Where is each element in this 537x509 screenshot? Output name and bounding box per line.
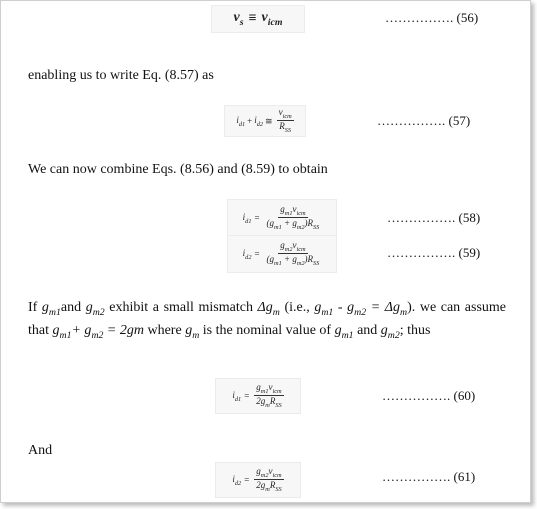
eq59-lhs: $i_{d2}$ <box>242 247 252 261</box>
paragraph-enabling: enabling us to write Eq. (8.57) as <box>28 68 214 83</box>
eq58-fraction: $\frac{g_{m1}v_{icm}}{(g_{m1} + g_{m2})R_{SS}}$ <box>266 203 320 231</box>
paragraph-combine: We can now combine Eqs. (8.56) and (8.59) to obtain <box>28 162 328 177</box>
eq61-fraction: $\frac{g_{m2}v_{icm}}{2g_mR_{SS}}$ <box>256 465 282 493</box>
equation-number-58: ……………. (58) <box>387 210 481 225</box>
eq59-op: = <box>254 249 260 259</box>
eq57-fraction: $\frac{v_{icm}}{R_{SS}}$ <box>278 106 292 134</box>
eq56-lhs: $v_s$ <box>233 10 244 28</box>
paragraph-mismatch: If $g_{m1}and$ $g_{m2}$ exhibit a small mismatch $\Delta g_m$ (i.e., $g_{m1} - g_{m2} = \Delta g_m$). we can assume that $g_{m1}+ g_{m2} = 2gm$ where $g_m$ is the nominal value of $g_{m1}$ and $g_{m2}$; thus <box>28 300 506 341</box>
equation-60 <box>215 378 301 414</box>
equation-number-60: ……………. (60) <box>382 388 476 403</box>
eq57-lhs: $i_{d1}$ <box>236 114 246 128</box>
eq61-op: = <box>244 475 250 485</box>
eq56-op: ≡ <box>248 11 257 26</box>
equation-number-59: ……………. (59) <box>387 245 481 260</box>
eq57-plus: + <box>247 116 253 126</box>
equation-58 <box>227 199 337 237</box>
equation-number-56: ……………. (56) <box>385 10 479 25</box>
paragraph-and: And <box>28 443 53 458</box>
equation-56 <box>211 5 305 33</box>
equation-57 <box>224 105 306 137</box>
eq58-op: = <box>254 213 260 223</box>
eq56-rhs: $v_{icm}$ <box>261 10 283 28</box>
equation-59 <box>227 235 337 273</box>
eq60-op: = <box>244 391 250 401</box>
eq61-lhs: $i_{d2}$ <box>232 473 242 487</box>
eq57-op: ≅ <box>265 115 273 126</box>
equation-number-57: ……………. (57) <box>377 113 471 128</box>
eq59-fraction: $\frac{g_{m2}v_{icm}}{(g_{m1} + g_{m2})R_{SS}}$ <box>266 239 320 267</box>
equation-number-61: ……………. (61) <box>382 469 476 484</box>
eq60-lhs: $i_{d1}$ <box>232 389 242 403</box>
equation-61 <box>215 462 301 498</box>
eq58-lhs: $i_{d1}$ <box>242 211 252 225</box>
eq57-term2: $i_{d2}$ <box>254 114 264 128</box>
eq60-fraction: $\frac{g_{m1}v_{icm}}{2g_mR_{SS}}$ <box>256 381 282 409</box>
